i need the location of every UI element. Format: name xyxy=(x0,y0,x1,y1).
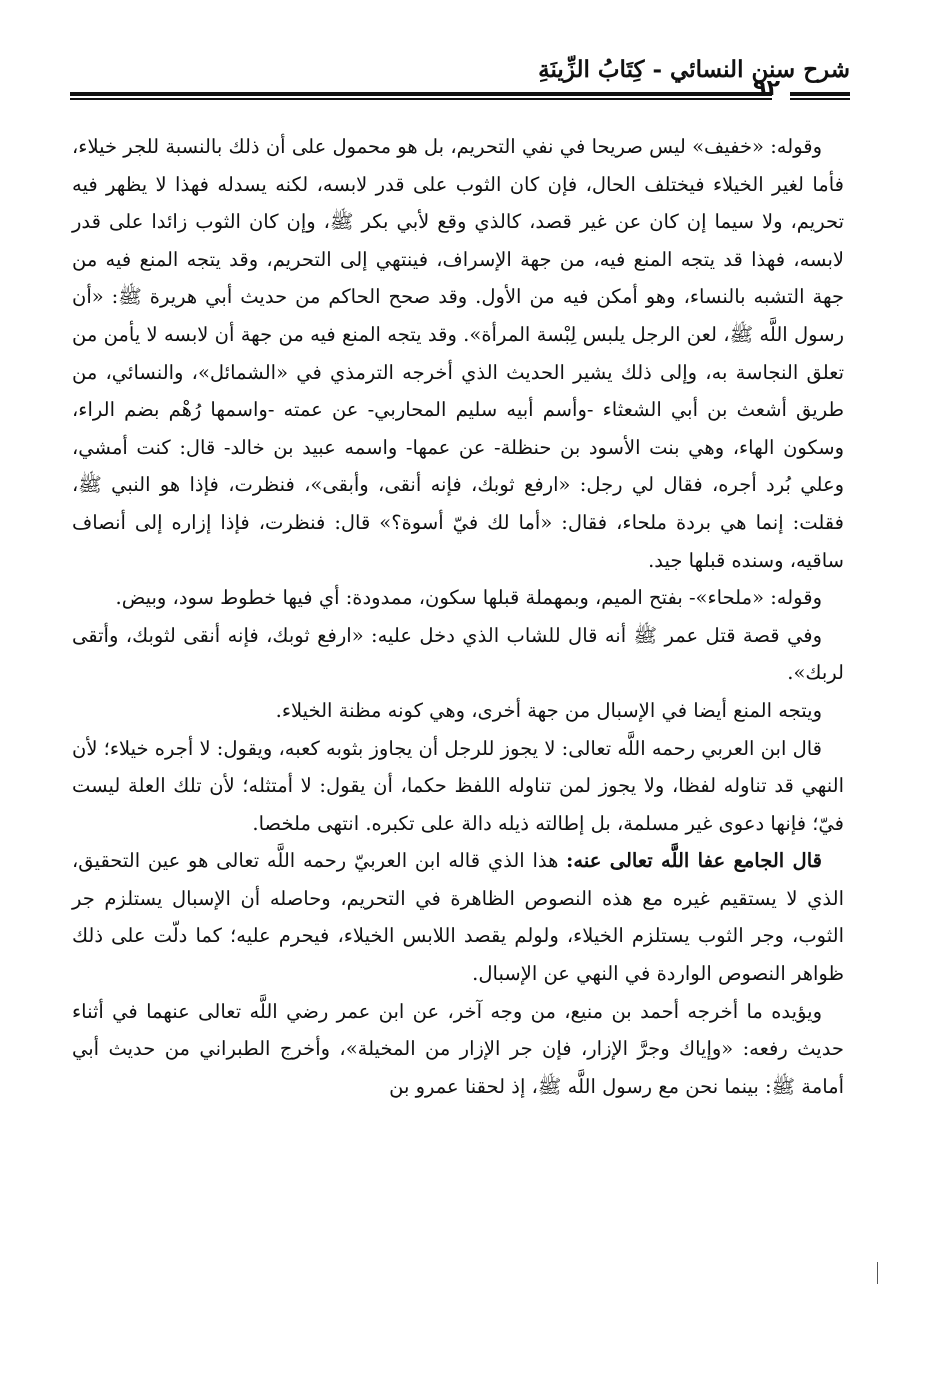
page-header xyxy=(70,52,850,112)
paragraph-3: وفي قصة قتل عمر ﷺ أنه قال للشاب الذي دخل عليه: «ارفع ثوبك، فإنه أنقى لثوبك، وأتقى لربك». xyxy=(72,623,844,685)
paragraph-4: ويتجه المنع أيضا في الإسبال من جهة أخرى، وهي كونه مظنة الخيلاء. xyxy=(275,698,822,722)
paragraph-5: قال ابن العربي رحمه اللَّه تعالى: لا يجوز للرجل أن يجاوز بثوبه كعبه، ويقول: لا أجره خيلاء؛ لأن النهي قد تناوله لفظا، ولا يجوز لمن تناوله اللفظ حكما، أن يقول: لا أمتثله؛ لأن تلك العلة ليست فيّ؛ فإنها دعوى غير مسلمة، بل إطالته ذيله دالة على تكبره. انتهى ملخصا. xyxy=(72,736,844,835)
header-rule xyxy=(70,92,772,100)
jami-paragraph xyxy=(72,842,844,992)
paragraph-2: وقوله: «ملحاء»- بفتح الميم، وبمهملة قبلها سكون، ممدودة: أي فيها خطوط سود، وبيض. xyxy=(115,586,822,610)
jami-lead: قال الجامع عفا اللَّه تعالى عنه: xyxy=(566,849,822,873)
header-rule-short xyxy=(790,92,850,100)
main-text xyxy=(72,128,844,1105)
page-number: ٩٢ xyxy=(753,76,780,101)
running-title: شرح سنن النسائي - كِتَابُ الزِّينَةِ xyxy=(538,56,850,83)
paragraph-last: ويؤيده ما أخرجه أحمد بن منيع، من وجه آخر، عن ابن عمر رضي اللَّه تعالى عنهما في أثناء حديث رفعه: «وإياك وجرَّ الإزار، فإن جر الإزار من المخيلة»، وأخرج الطبراني من حديث أبي أمامة ﷺ: بينما نحن مع رسول اللَّه ﷺ، إذ لحقنا عمرو بن xyxy=(72,999,844,1098)
margin-mark xyxy=(877,1262,878,1284)
paragraph-1: وقوله: «خفيف» ليس صريحا في نفي التحريم، بل هو محمول على أن ذلك بالنسبة للجر خيلاء، فأما لغير الخيلاء فيختلف الحال، فإن كان الثوب على قدر لابسه، لكنه يسدله فهذا لا يظهر فيه تحريم، ولا سيما إن كان عن غير قصد، كالذي وقع لأبي بكر ﷺ، وإن كان الثوب زائدا على قدر لابسه، فهذا قد يتجه المنع فيه، من جهة الإسراف، فينتهي إلى التحريم، وقد يتجه المنع فيه من جهة التشبه بالنساء، وهو أمكن فيه من الأول. وقد صحح الحاكم من حديث أبي هريرة ﷺ: «أن رسول اللَّه ﷺ، لعن الرجل يلبس لِبْسة المرأة». وقد يتجه المنع فيه من جهة أن لابسه لا يأمن من تعلق النجاسة به، وإلى ذلك يشير الحديث الذي أخرجه الترمذي في «الشمائل»، والنسائي، من طريق أشعث بن أبي الشعثاء -وأسم أبيه سليم المحاربي- عن عمته -واسمها رُهْم بضم الراء، وسكون الهاء، وهي بنت الأسود بن حنظلة- عن عمها- واسمه عبيد بن خالد- قال: كنت أمشي، وعلي بُرد أجره، فقال لي رجل: «ارفع ثوبك، فإنه أنقى، وأبقى»، فنظرت، فإذا هو النبي ﷺ، فقلت: إنما هي بردة ملحاء، فقال: «أما لك فيّ أسوة؟» قال: فنظرت، فإذا إزاره إلى أنصاف ساقيه، وسنده قبلها جيد. xyxy=(72,135,844,572)
jami-text: هذا الذي قاله ابن العربيّ رحمه اللَّه تعالى هو عين التحقيق، الذي لا يستقيم غيره مع هذه النصوص الظاهرة في التحريم، وحاصله أن الإسبال يستلزم جر الثوب، وجر الثوب يستلزم الخيلاء، ولولم يقصد اللابس الخيلاء، فيحرم عليه؛ كما دلّت على ذلك ظواهر النصوص الواردة في النهي عن الإسبال. xyxy=(72,849,844,986)
